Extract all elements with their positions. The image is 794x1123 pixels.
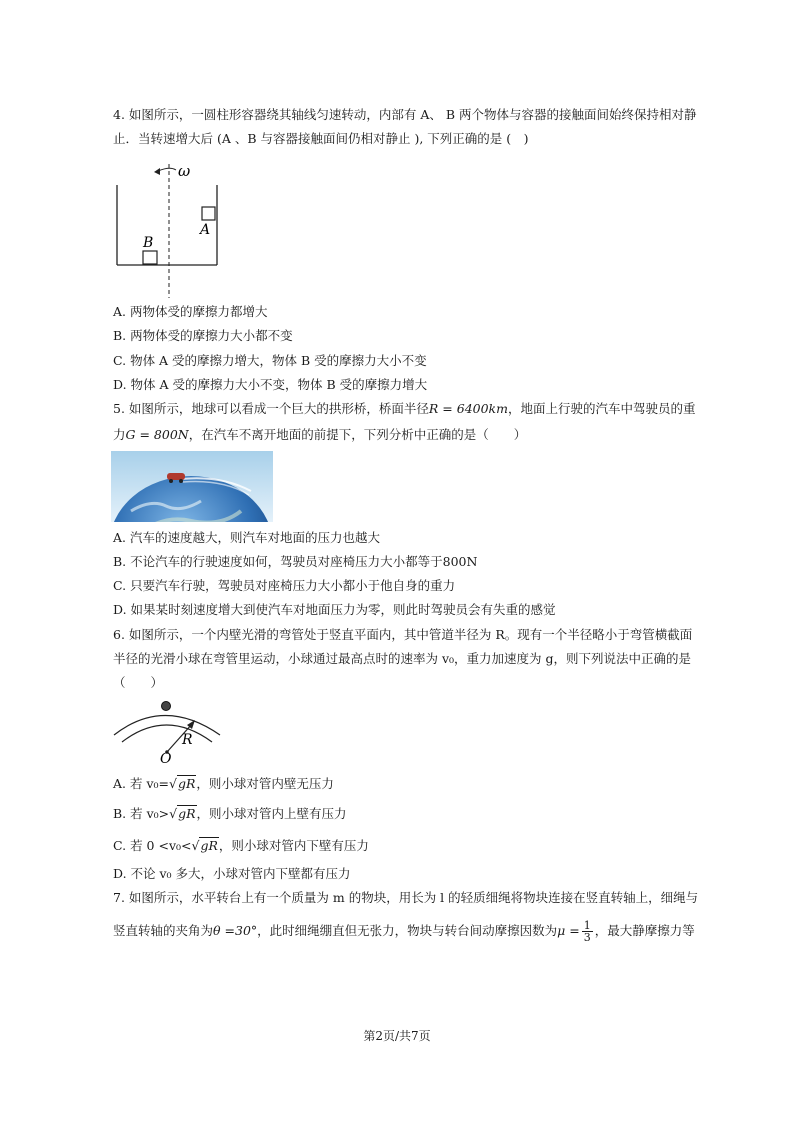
q4-option-b: B. 两物体受的摩擦力大小都不变 — [113, 328, 293, 343]
page-footer: 第2页/共7页 — [363, 1029, 431, 1043]
q6-stem-line2: 半径的光滑小球在弯管里运动，小球通过最高点时的速率为 v₀，重力加速度为 g，则下列说法中正确的是 — [113, 651, 692, 666]
earth-arch-bridge-image — [111, 451, 273, 522]
label-b: B — [143, 235, 154, 251]
q4-stem-line1: 4. 如图所示，一圆柱形容器绕其轴线匀速转动，内部有 A、 B 两个物体与容器的接触面间始终保持相对静 — [113, 107, 697, 122]
q4-option-d: D. 物体 A 受的摩擦力大小不变，物体 B 受的摩擦力增大 — [113, 377, 428, 392]
rotating-container-figure — [110, 160, 230, 300]
q5-stem-line1: 5. 如图所示，地球可以看成一个巨大的拱形桥，桥面半径R = 6400km，地面上行驶的汽车中驾驶员的重 — [113, 401, 696, 416]
q5-option-a: A. 汽车的速度越大，则汽车对地面的压力也越大 — [113, 530, 380, 545]
curved-tube-figure — [108, 698, 228, 764]
rotation-arrow-icon — [158, 168, 176, 171]
q4-option-c: C. 物体 A 受的摩擦力增大，物体 B 受的摩擦力大小不变 — [113, 353, 427, 368]
omega-label: ω — [178, 162, 191, 180]
q5-option-c: C. 只要汽车行驶，驾驶员对座椅压力大小都小于他自身的重力 — [113, 578, 456, 593]
q6-option-b: B. 若 v₀>√gR，则小球对管内上壁有压力 — [113, 806, 347, 821]
q6-stem-line1: 6. 如图所示，一个内壁光滑的弯管处于竖直平面内，其中管道半径为 R。现有一个半径略小于弯管横截面 — [113, 627, 693, 642]
block-b — [143, 251, 157, 264]
ball — [162, 702, 171, 711]
label-a: A — [200, 222, 211, 238]
q5-stem-line2: 力G = 800N，在汽车不离开地面的前提下，下列分析中正确的是（ ） — [113, 427, 527, 442]
q7-stem-line2: 竖直转轴的夹角为θ =30°，此时细绳绷直但无张力，物块与转台间动摩擦因数为μ = $\frac{1}{3}$ ，最大静摩擦力等 — [113, 919, 695, 944]
q4-option-a: A. 两物体受的摩擦力都增大 — [113, 304, 268, 319]
q7-stem-line1: 7. 如图所示，水平转台上有一个质量为 m 的物块，用长为 l 的轻质细绳将物块连接在竖直转轴上，细绳与 — [113, 890, 699, 905]
label-r: R — [182, 732, 193, 748]
car-icon — [167, 473, 185, 480]
q6-option-a: A. 若 v₀=√gR，则小球对管内壁无压力 — [113, 776, 334, 791]
q5-option-b: B. 不论汽车的行驶速度如何，驾驶员对座椅压力大小都等于800N — [113, 554, 478, 569]
mu-fraction: $\frac{1}{3}$ — [583, 919, 591, 944]
q4-stem-line2: 止．当转速增大后 (A 、B 与容器接触面间仍相对静止 ), 下列正确的是 ( ) — [113, 131, 529, 146]
label-o: O — [160, 751, 172, 764]
q6-stem-line3: （ ） — [113, 675, 164, 690]
q6-option-c: C. 若 0 <v₀<√gR，则小球对管内下壁有压力 — [113, 838, 369, 853]
block-a — [202, 207, 215, 220]
q5-option-d: D. 如果某时刻速度增大到使汽车对地面压力为零，则此时驾驶员会有失重的感觉 — [113, 602, 556, 617]
q6-option-d: D. 不论 v₀ 多大，小球对管内下壁都有压力 — [113, 866, 351, 881]
